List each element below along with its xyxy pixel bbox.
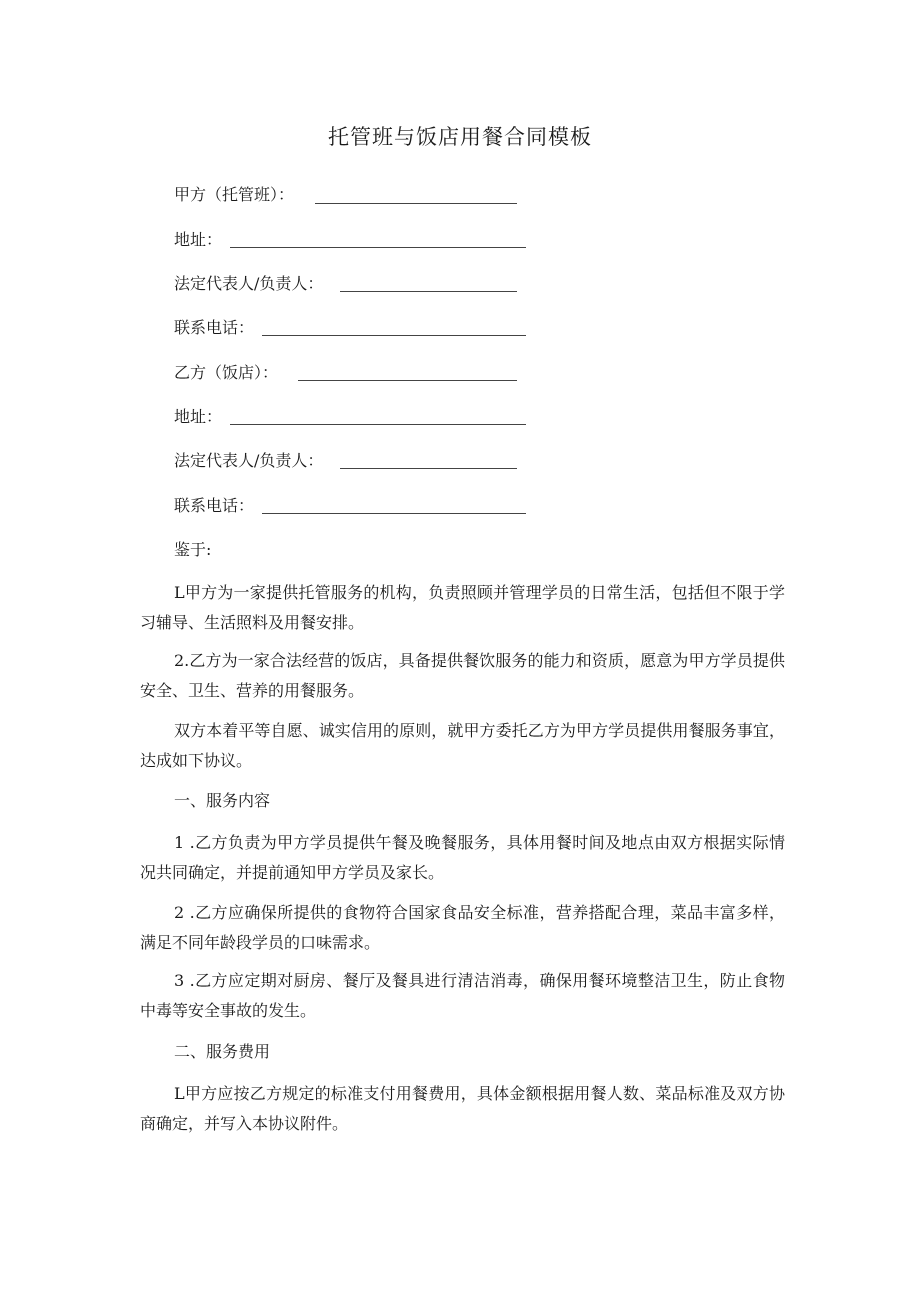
party-b-name-label: 乙方（饭店）： [174, 363, 279, 382]
party-b-phone-blank[interactable] [262, 513, 526, 514]
agreement-intro: 双方本着平等自愿、诚实信用的原则，就甲方委托乙方为甲方学员提供用餐服务事宜，达成如下协议。 [140, 721, 785, 770]
party-a-name-blank[interactable] [315, 203, 517, 204]
party-a-rep-blank[interactable] [340, 291, 517, 292]
section-1-heading: 一、服务内容 [174, 791, 271, 810]
party-a-name-label: 甲方（托管班）： [174, 185, 295, 204]
party-b-address-label: 地址： [174, 407, 223, 426]
section-2-item: L甲方应按乙方规定的标准支付用餐费用，具体金额根据用餐人数、菜品标准及双方协商确定，并写入本协议附件。 [140, 1084, 785, 1133]
party-a-address-blank[interactable] [230, 247, 526, 248]
section-2-heading: 二、服务费用 [174, 1042, 271, 1061]
party-a-phone-label: 联系电话： [174, 318, 255, 337]
party-b-rep-blank[interactable] [340, 468, 517, 469]
party-a-phone-blank[interactable] [262, 335, 526, 336]
section-1-item: 1 .乙方负责为甲方学员提供午餐及晚餐服务，具体用餐时间及地点由双方根据实际情况共同确定，并提前通知甲方学员及家长。 [140, 833, 785, 882]
party-a-rep-label: 法定代表人/负责人： [174, 274, 324, 293]
party-b-address-blank[interactable] [230, 424, 526, 425]
party-b-rep-label: 法定代表人/负责人： [174, 451, 324, 470]
party-b-phone-label: 联系电话： [174, 496, 255, 515]
section-1-item: 3 .乙方应定期对厨房、餐厅及餐具进行清洁消毒，确保用餐环境整洁卫生，防止食物中毒等安全事故的发生。 [140, 971, 785, 1020]
party-b-name-blank[interactable] [298, 380, 517, 381]
whereas-label: 鉴于: [174, 540, 212, 559]
party-a-address-label: 地址： [174, 230, 223, 249]
document-title: 托管班与饭店用餐合同模板 [328, 125, 592, 149]
whereas-item: 2.乙方为一家合法经营的饭店，具备提供餐饮服务的能力和资质，愿意为甲方学员提供安全、卫生、营养的用餐服务。 [140, 651, 785, 700]
section-1-item: 2 .乙方应确保所提供的食物符合国家食品安全标准，营养搭配合理，菜品丰富多样，满足不同年龄段学员的口味需求。 [140, 903, 785, 952]
whereas-item: L甲方为一家提供托管服务的机构，负责照顾并管理学员的日常生活，包括但不限于学习辅导、生活照料及用餐安排。 [140, 583, 785, 632]
